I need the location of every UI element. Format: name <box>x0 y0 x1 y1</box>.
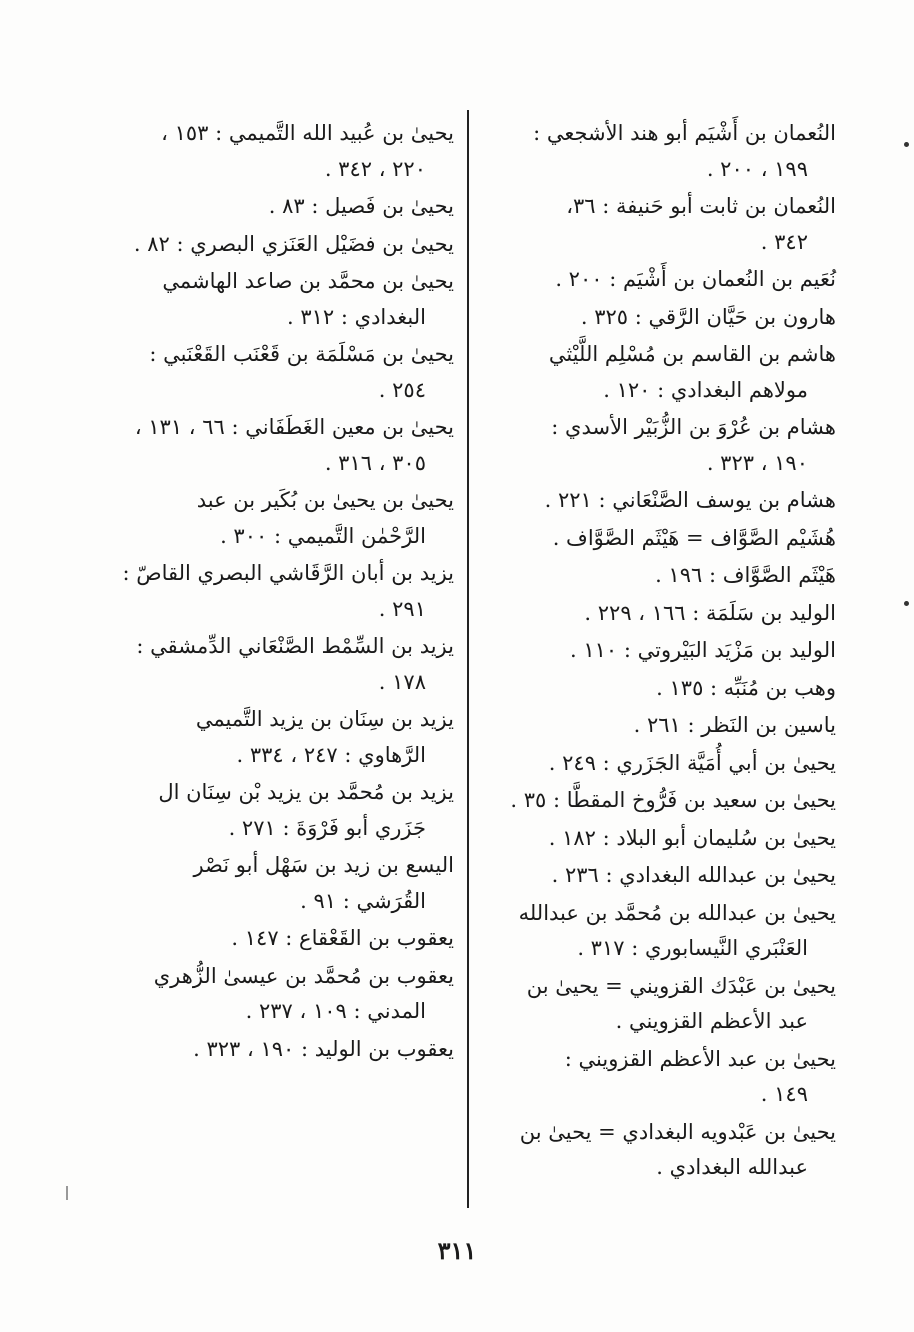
entry-continuation: العَنْبَري النَّيسابوري : ٣١٧ . <box>577 936 808 960</box>
index-entry <box>488 671 836 707</box>
margin-mark <box>904 142 909 147</box>
index-entry <box>108 264 454 335</box>
entry-text: يحيىٰ بن مَسْلَمَة بن قَعْنَب القَعْنَبي : <box>149 342 454 366</box>
entry-text: يعقوب بن مُحمَّد بن عيسىٰ الزُّهري <box>153 963 454 988</box>
entry-continuation: الرَّهاوي : ٢٤٧ ، ٣٣٤ . <box>236 742 426 767</box>
entry-continuation: ١٩٠ ، ٣٢٣ . <box>706 450 808 475</box>
index-entry <box>488 337 836 408</box>
entry-continuation: مولاهم البغدادي : ١٢٠ . <box>603 377 808 402</box>
entry-text: الوليد بن سَلَمَة : ١٦٦ ، ٢٢٩ . <box>584 600 836 625</box>
entry-continuation: ٢٩١ . <box>378 596 426 621</box>
index-entry <box>108 116 454 187</box>
entry-text: يحيىٰ بن عبد الأعظم القزويني : <box>564 1046 836 1071</box>
entry-text: يعقوب بن الوليد : ١٩٠ ، ٣٢٣ . <box>193 1036 454 1061</box>
index-entry <box>488 708 836 744</box>
entry-text: يزيد بن سِنَان بن يزيد التَّميمي <box>195 707 454 731</box>
index-entry <box>488 521 836 557</box>
index-entry <box>488 858 836 894</box>
entry-text: يحيىٰ بن عبدالله بن مُحمَّد بن عبدالله <box>518 900 836 925</box>
entry-continuation: ٢٥٤ . <box>378 377 426 402</box>
margin-mark <box>66 1186 68 1200</box>
entry-text: يحيىٰ بن عَبْدويه البغدادي = يحيىٰ بن <box>519 1119 836 1144</box>
index-entry <box>488 783 836 819</box>
entry-text: يحيىٰ بن فضَيْل العَنَزي البصري : ٨٢ . <box>133 231 454 256</box>
entry-continuation: عبد الأعظم القزويني . <box>615 1009 808 1033</box>
entry-continuation: ١٩٩ ، ٢٠٠ . <box>706 156 808 181</box>
index-entry <box>488 1042 836 1113</box>
entry-continuation: ٢٢٠ ، ٣٤٢ . <box>324 156 426 181</box>
entry-text: يحيىٰ بن معين الغَطَفَاني : ٦٦ ، ١٣١ ، <box>134 415 454 439</box>
column-divider <box>467 110 469 1208</box>
entry-text: النُعمان بن أَشْيَم أبو هند الأشجعي : <box>533 121 836 145</box>
index-entry <box>108 848 454 919</box>
entry-text: هُشَيْم الصَّوَّاف = هَيْثَم الصَّوَّاف . <box>552 525 836 550</box>
index-entry <box>488 483 836 519</box>
entry-text: يحيىٰ بن محمَّد بن صاعد الهاشمي <box>162 269 454 293</box>
index-entry <box>108 702 454 773</box>
entry-text: هشام بن عُرْوَ بن الزُّبَيْر الأسدي : <box>551 415 836 439</box>
entry-text: النُعمان بن ثابت أبو حَنيفة : ٣٦، <box>566 194 836 218</box>
index-entry <box>488 596 836 632</box>
index-entry <box>488 300 836 336</box>
entry-text: يزيد بن مُحمَّد بن يزيد بْن سِنَان ال <box>158 780 454 804</box>
index-entry <box>108 227 454 263</box>
index-entry <box>108 959 454 1030</box>
index-entry <box>488 896 836 967</box>
index-entry <box>488 1115 836 1186</box>
entry-text: اليسع بن زيد بن سَهْل أبو نَصْر <box>193 853 454 877</box>
entry-text: ياسين بن النَظر : ٢٦١ . <box>633 713 836 737</box>
index-entry <box>488 633 836 669</box>
entry-continuation: ١٧٨ . <box>378 669 426 694</box>
entry-text: يعقوب بن القَعْقاع : ١٤٧ . <box>231 926 454 950</box>
entry-text: هاشم بن القاسم بن مُسْلِم اللَّيْثي <box>548 342 836 366</box>
margin-mark <box>904 601 909 606</box>
index-entry <box>488 558 836 594</box>
entry-text: يحيىٰ بن أبي أُمَيَّة الجَزَري : ٢٤٩ . <box>548 750 836 775</box>
entry-text: يحيىٰ بن عَبْدَك القزويني = يحيىٰ بن <box>526 973 836 998</box>
entry-continuation: القُرَشي : ٩١ . <box>300 888 426 913</box>
right-column <box>488 116 836 1188</box>
index-entry <box>488 262 836 298</box>
entry-text: يحيىٰ بن سُليمان أبو البلاد : ١٨٢ . <box>548 825 836 850</box>
entry-text: نُعَيم بن النُعمان بن أَشْيَم : ٢٠٠ . <box>555 267 836 291</box>
index-entry <box>488 189 836 260</box>
entry-text: هَيْثَم الصَّوَّاف : ١٩٦ . <box>655 563 836 587</box>
entry-text: يحيىٰ بن سعيد بن فَرُّوخ المقطَّا : ٣٥ . <box>510 788 836 812</box>
entry-text: يزيد بن السِّمْط الصَّنْعَاني الدِّمشقي : <box>136 634 454 658</box>
entry-text: وهب بن مُنَبِّه : ١٣٥ . <box>656 675 836 700</box>
index-entry <box>108 483 454 554</box>
entry-continuation: ٣٤٢ . <box>760 229 808 254</box>
entry-continuation: جَزَري أبو فَرْوَةَ : ٢٧١ . <box>228 815 426 840</box>
index-entry <box>108 629 454 700</box>
entry-continuation: الرَّحْمٰن التَّميمي : ٣٠٠ . <box>220 523 426 548</box>
entry-text: هشام بن يوسف الصَّنْعَاني : ٢٢١ . <box>544 488 836 512</box>
index-entry <box>488 410 836 481</box>
index-entry <box>108 337 454 408</box>
entry-continuation: المدني : ١٠٩ ، ٢٣٧ . <box>245 999 426 1023</box>
entry-continuation: ١٤٩ . <box>760 1082 808 1106</box>
entry-text: يحيىٰ بن فَصيل : ٨٣ . <box>268 194 454 218</box>
index-entry <box>108 1032 454 1068</box>
index-entry <box>108 189 454 225</box>
entry-text: يزيد بن أبان الرَّقَاشي البصري القاصّ : <box>122 561 454 585</box>
entry-text: الوليد بن مَزْيَد البَيْروتي : ١١٠ . <box>569 638 836 662</box>
index-entry <box>108 921 454 957</box>
entry-text: يحيىٰ بن يحيىٰ بن بُكَير بن عبد <box>196 488 454 512</box>
index-entry <box>488 969 836 1040</box>
entry-text: هارون بن حَيَّان الرَّقي : ٣٢٥ . <box>580 304 836 329</box>
index-entry <box>108 556 454 627</box>
index-entry <box>488 116 836 187</box>
index-entry <box>108 410 454 481</box>
page-number: ٣١١ <box>437 1236 477 1265</box>
entry-text: يحيىٰ بن عبدالله البغدادي : ٢٣٦ . <box>551 863 836 887</box>
entry-continuation: عبدالله البغدادي . <box>656 1155 808 1179</box>
index-entry <box>488 821 836 857</box>
index-entry <box>108 775 454 846</box>
index-entry <box>488 746 836 782</box>
left-column <box>108 116 454 1069</box>
entry-continuation: البغدادي : ٣١٢ . <box>287 304 426 329</box>
entry-continuation: ٣٠٥ ، ٣١٦ . <box>324 450 426 475</box>
entry-text: يحيىٰ بن عُبيد الله التَّميمي : ١٥٣ ، <box>161 121 454 145</box>
